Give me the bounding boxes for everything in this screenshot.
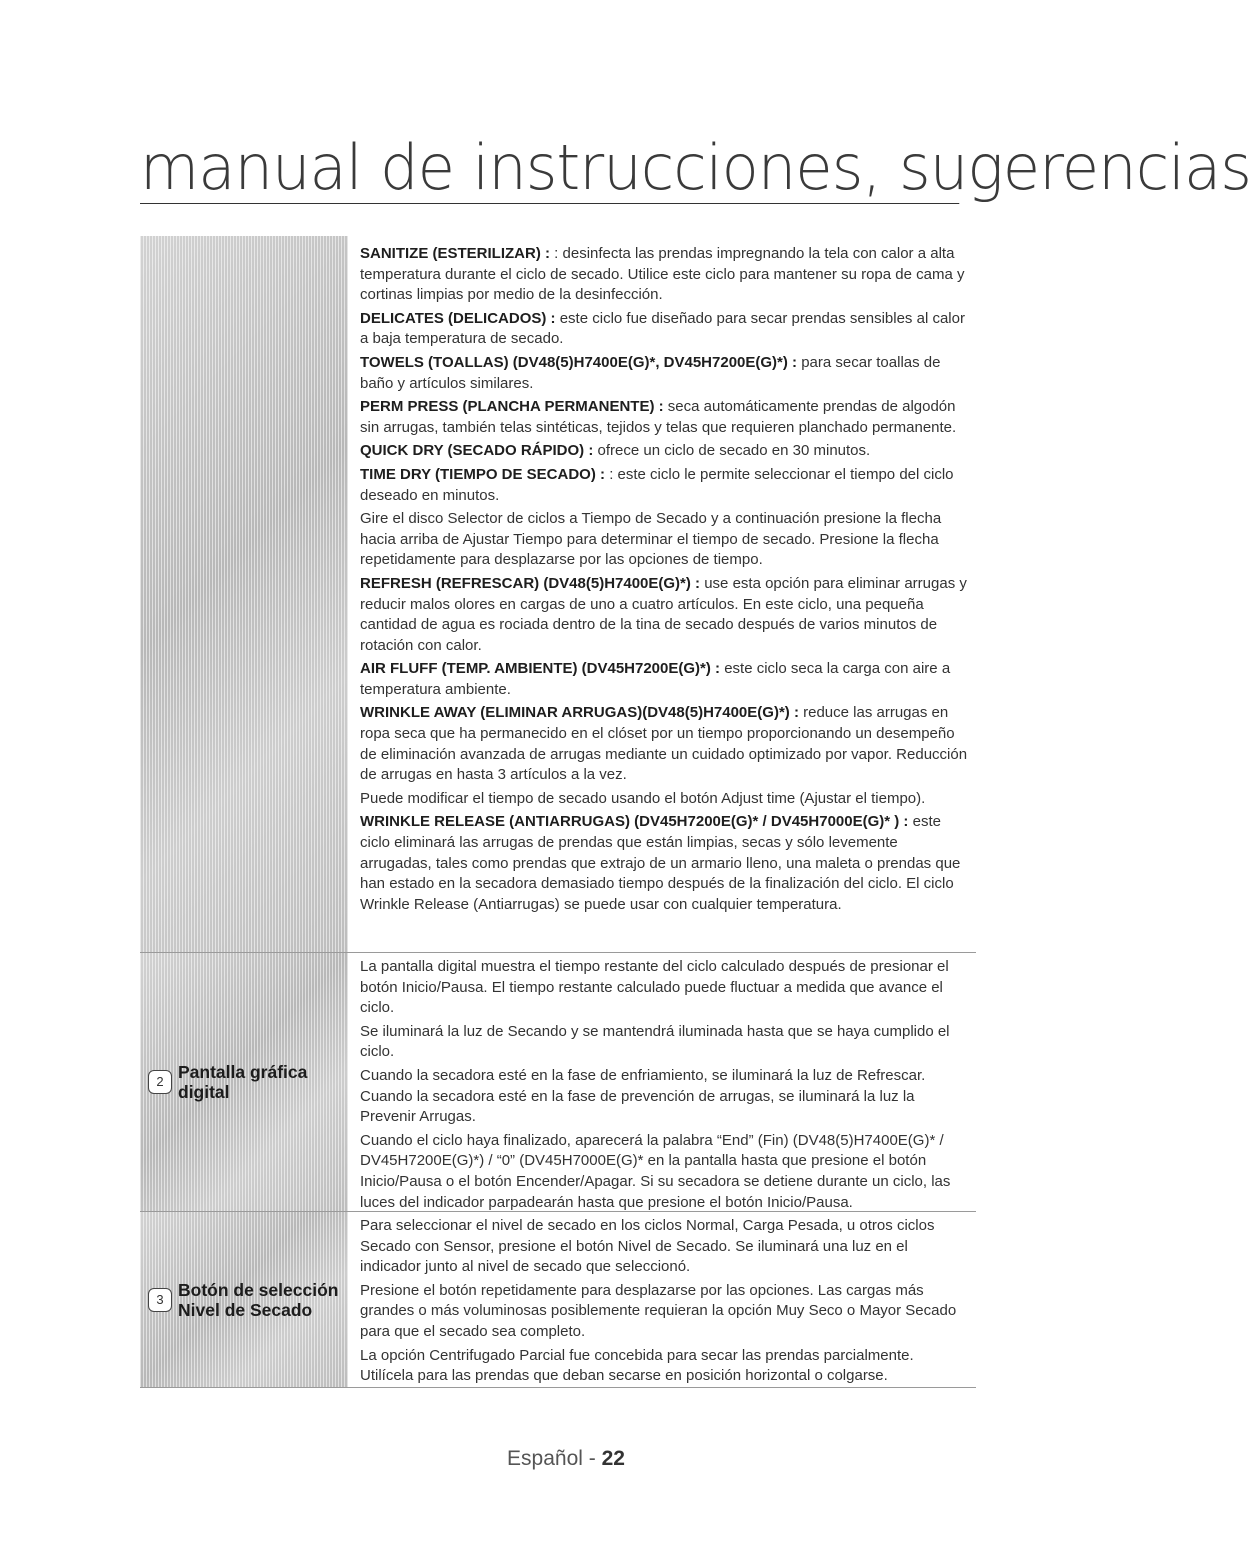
cycle-term: REFRESH (REFRESCAR) (DV48(5)H7400E(G)*) : [360,574,705,592]
paragraph-text: Se iluminará la luz de Secando y se mantendrá iluminada hasta que se haya cumplido el ciclo. [360,1022,950,1061]
description-paragraph [360,659,968,700]
paragraph-text: Para seleccionar el nivel de secado en los ciclos Normal, Carga Pesada, u otros ciclos Secado con Sensor, presione el botón Nivel de Secado. Se iluminará una luz en el indicador junto al nivel de secado que seleccionó. [360,1217,935,1276]
paragraph-text: Presione el botón repetidamente para desplazarse por las opciones. Las cargas más grandes o más voluminosas posiblemente requieran la opción Muy Seco o Mayor Secado para que el secado sea completo. [360,1281,957,1340]
table-row [140,236,976,953]
description-paragraph [360,353,968,394]
description-paragraph [360,244,968,306]
feature-label: Botón de selección Nivel de Secado [178,1279,339,1320]
paragraph-text: este ciclo eliminará las arrugas de prendas que están limpias, secas y sólo levemente arrugadas, tales como prendas que extrajo de un armario lleno, una maleta o prendas que han estado en la secadora demasiado tiempo después de la finalización del ciclo. El ciclo Wrinkle Release (Antiarrugas) se puede usar con cualquier temperatura. [360,813,961,913]
description-paragraph [360,1281,968,1343]
description-paragraph [360,812,968,915]
description-paragraph [360,1216,968,1278]
footer-language: Español - [507,1447,602,1470]
paragraph-text: este ciclo seca la carga con aire a temperatura ambiente. [360,660,951,698]
cycle-term: PERM PRESS (PLANCHA PERMANENTE) : [360,398,668,416]
cycle-term: WRINKLE AWAY (ELIMINAR ARRUGAS)(DV48(5)H7400E(G)*) : [360,704,804,722]
cycle-term: WRINKLE RELEASE (ANTIARRUGAS) (DV45H7200E(G)* / DV45H7000E(G)* ) : [360,813,913,831]
item-number-badge: 2 [148,1070,172,1094]
description-paragraph [360,1131,968,1213]
features-table [140,236,976,1388]
description-paragraph [360,574,968,656]
description-paragraph [360,1022,968,1063]
paragraph-text: ofrece un ciclo de secado en 30 minutos. [597,442,871,460]
paragraph-text: Puede modificar el tiempo de secado usando el botón Adjust time (Ajustar el tiempo). [360,789,926,807]
description-paragraph [360,703,968,785]
cycle-term: QUICK DRY (SECADO RÁPIDO) : [360,442,598,460]
paragraph-text: seca automáticamente prendas de algodón sin arrugas, también telas sintéticas, tejidos y telas que requieren planchado permanente. [360,398,957,436]
paragraph-text: use esta opción para eliminar arrugas y reducir malos olores en cargas de uno a cuatro artículos. En este ciclo, una pequeña cantidad de agua es rociada dentro de la tina de secado después de varios minutos de rotación con calor. [360,574,967,654]
feature-label: Pantalla gráfica digital [178,1062,308,1102]
cycle-term: AIR FLUFF (TEMP. AMBIENTE) (DV45H7200E(G)*) : [360,660,725,678]
description-paragraph [360,441,968,462]
item-number-badge: 3 [148,1288,172,1312]
description-paragraph [360,465,968,506]
row-label-cell [140,236,348,952]
paragraph-text: reduce las arrugas en ropa seca que ha permanecido en el clóset por un tiempo proporcionando un desempeño de eliminación avanzada de arrugas mediante un cuidado optimizado por vapor. Reducción de arrugas en hasta 3 artículos a la vez. [360,704,968,784]
paragraph-text: : este ciclo le permite seleccionar el tiempo del ciclo deseado en minutos. [360,465,954,504]
table-row [140,1212,976,1388]
page-title: manual de instrucciones, sugerencias [140,131,1251,204]
cycle-term: TIME DRY (TIEMPO DE SECADO) : [360,465,610,483]
cycle-term: SANITIZE (ESTERILIZAR) : [360,245,555,262]
paragraph-text: para secar toallas de baño y artículos similares. [360,353,941,392]
cycle-term: TOWELS (TOALLAS) (DV48(5)H7400E(G)*, DV45H7200E(G)*) : [360,353,802,371]
paragraph-text: Cuando la secadora esté en la fase de enfriamiento, se iluminará la luz de Refrescar. Cuando la secadora esté en la fase de prevención de arrugas, se iluminará la luz la Prevenir Arrugas. [360,1066,926,1126]
description-paragraph [360,309,968,350]
row-label-cell [140,953,348,1211]
row-label-cell [140,1212,348,1387]
cycle-term: DELICATES (DELICADOS) : [360,309,560,327]
description-paragraph [360,957,968,1019]
paragraph-text: Gire el disco Selector de ciclos a Tiempo de Secado y a continuación presione la flecha hacia arriba de Ajustar Tiempo para determinar el tiempo de secado. Presione la flecha repetidamente para desplazarse por las opciones de tiempo. [360,510,942,569]
description-paragraph [360,789,968,810]
paragraph-text: : desinfecta las prendas impregnando la tela con calor a alta temperatura durante el ciclo de secado. Utilice este ciclo para mantener su ropa de cama y cortinas limpias por medio de la desinfección. [360,245,965,304]
row-content [348,953,976,1211]
paragraph-text: Cuando el ciclo haya finalizado, aparecerá la palabra “End” (Fin) (DV48(5)H7400E(G)* / DV45H7200E(G)*) / “0” (DV45H7000E(G)* en la pantalla hasta que presione el botón Inicio/Pausa o el botón Encender/Apagar. Si su secadora se detiene durante un ciclo, las luces del indicador parpadearán hasta que presione el botón Inicio/Pausa. [360,1131,951,1211]
description-paragraph [360,397,968,438]
row-content [348,236,976,952]
description-paragraph [360,1346,968,1387]
table-row [140,953,976,1212]
paragraph-text: La pantalla digital muestra el tiempo restante del ciclo calculado después de presionar el botón Inicio/Pausa. El tiempo restante calculado puede fluctuar a medida que avance el ciclo. [360,958,949,1017]
description-paragraph [360,1066,968,1128]
paragraph-text: La opción Centrifugado Parcial fue concebida para secar las prendas parcialmente. Utilícela para las prendas que deban secarse en posición horizontal o colgarse. [360,1346,914,1385]
page-number: 22 [601,1447,625,1470]
paragraph-text: este ciclo fue diseñado para secar prendas sensibles al calor a baja temperatura de secado. [360,309,965,348]
page-footer [0,1447,1132,1471]
row-content [348,1212,976,1387]
description-paragraph [360,509,968,571]
